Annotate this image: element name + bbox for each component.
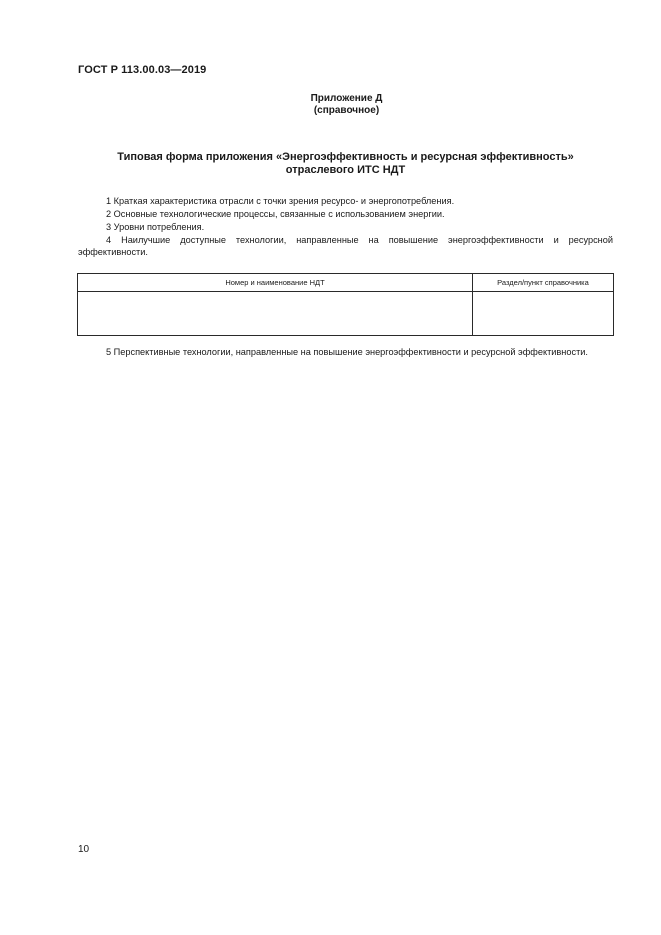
table-cell-ndt [78, 292, 473, 336]
page-number: 10 [78, 844, 90, 855]
table-row [78, 292, 614, 336]
appendix-heading [0, 93, 661, 117]
table-header-row [78, 274, 614, 292]
ndt-table [77, 273, 614, 336]
form-title-line-1: Типовая форма приложения «Энергоэффективность и ресурсная эффективность» [117, 151, 574, 163]
item-5: 5 Перспективные технологии, направленные на повышение энергоэффективности и ресурсной эффективности. [106, 347, 588, 357]
appendix-label: Приложение Д [310, 93, 383, 104]
form-title [78, 151, 613, 177]
column-header-ndt: Номер и наименование НДТ [78, 274, 473, 292]
column-header-section: Раздел/пункт справочника [473, 274, 614, 292]
document-code: ГОСТ Р 113.00.03—2019 [78, 64, 207, 76]
item-3: 3 Уровни потребления. [106, 222, 205, 232]
item-1: 1 Краткая характеристика отрасли с точки зрения ресурсо- и энергопотребления. [106, 196, 455, 206]
item-4: 4 Наилучшие доступные технологии, направленные на повышение энергоэффективности и ресурсной эффективности. [78, 235, 613, 257]
form-title-line-2: отраслевого ИТС НДТ [285, 164, 406, 176]
appendix-kind: (справочное) [313, 105, 380, 116]
table-cell-section [473, 292, 614, 336]
item-2: 2 Основные технологические процессы, связанные с использованием энергии. [106, 209, 445, 219]
